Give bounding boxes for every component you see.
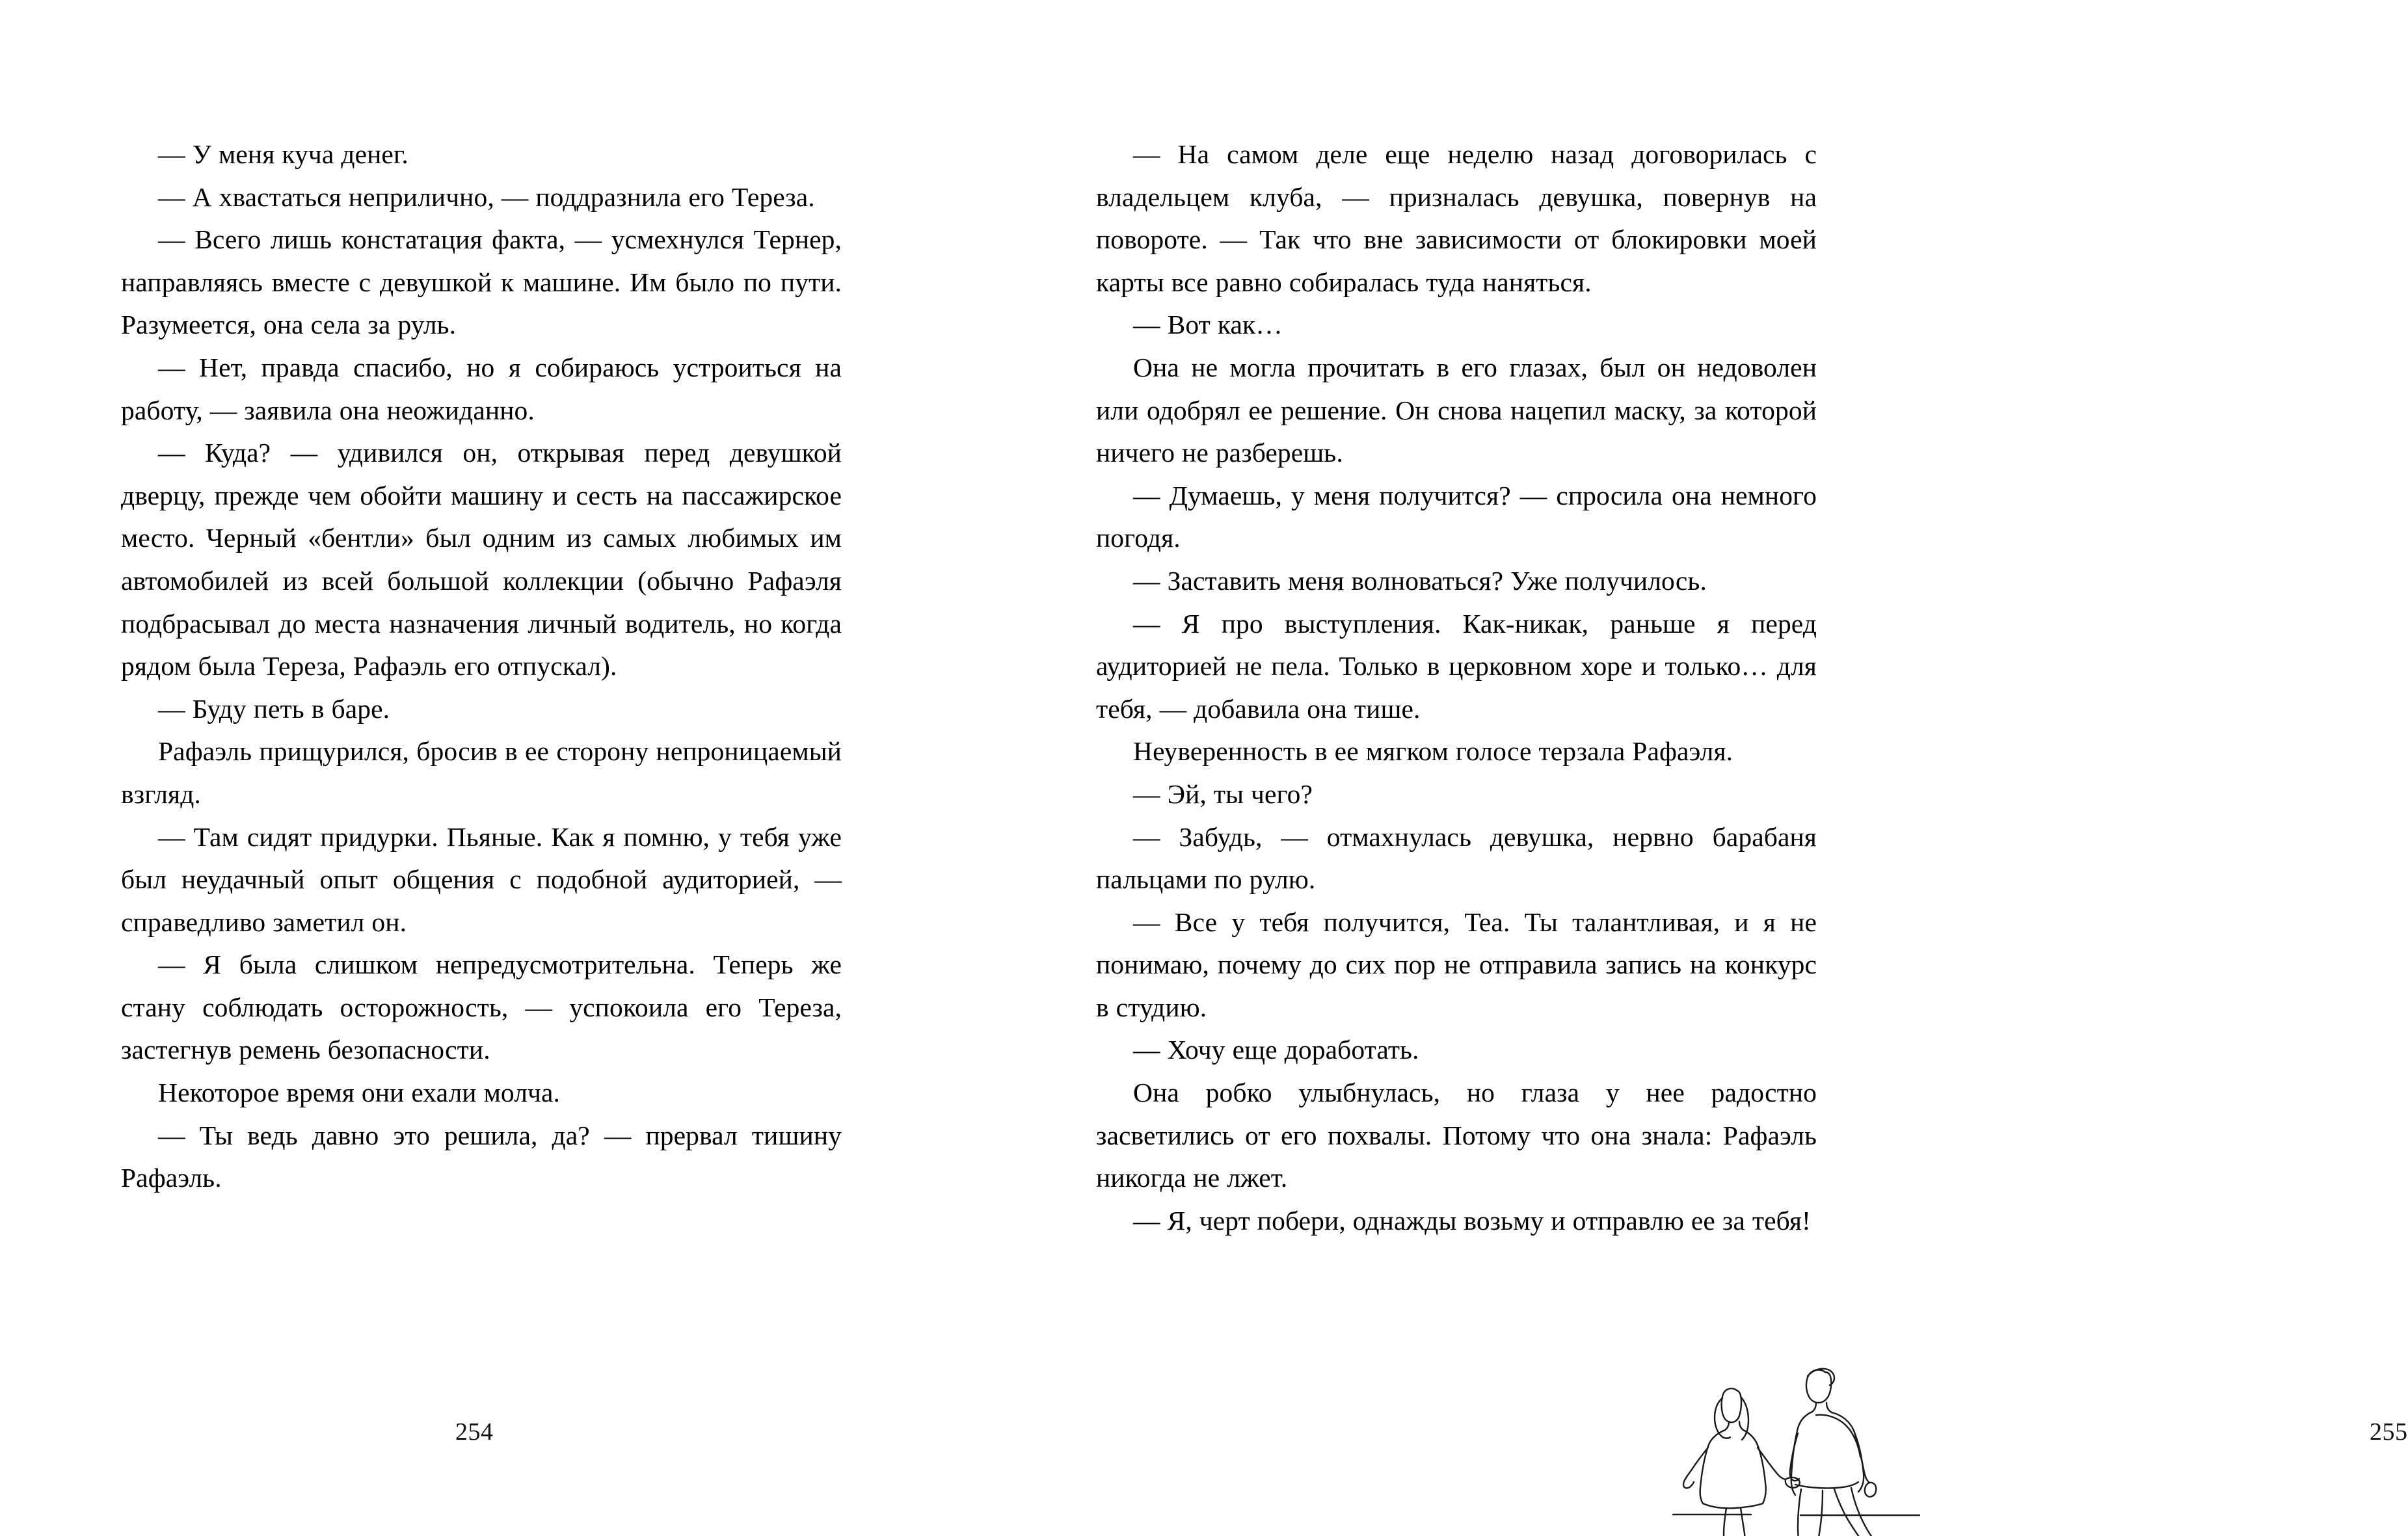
- paragraph: — Нет, правда спасибо, но я собираюсь устроиться на работу, — заявила она неожиданно.: [121, 352, 842, 425]
- right-page-textblock: [1096, 133, 1817, 1242]
- paragraph: — Хочу еще доработать.: [1133, 1035, 1419, 1065]
- paragraph: — Эй, ты чего?: [1133, 778, 1313, 809]
- paragraph: — Я была слишком непредусмотрительна. Теперь же стану соблюдать осторожность, — успокоила его Тереза, застегнув ремень безопасности.: [121, 949, 842, 1065]
- paragraph: — Ты ведь давно это решила, да? — прервал тишину Рафаэль.: [121, 1120, 842, 1193]
- page-number-left: 254: [455, 1418, 494, 1446]
- paragraph: — У меня куча денег.: [158, 139, 408, 169]
- paragraph: Она не могла прочитать в его глазах, был он недоволен или одобрял ее решение. Он снова нацепил маску, за которой ничего не разберешь.: [1096, 352, 1817, 468]
- paragraph: Она робко улыбнулась, но глаза у нее радостно засветились от его похвалы. Потому что она знала: Рафаэль никогда не лжет.: [1096, 1078, 1817, 1193]
- paragraph: — На самом деле еще неделю назад договорилась с владельцем клуба, — призналась девушка, повернув на повороте. — Так что вне зависимости от блокировки моей карты все равно собиралась туда наняться.: [1096, 139, 1817, 297]
- paragraph: — А хвастаться неприлично, — поддразнила его Тереза.: [158, 181, 815, 212]
- paragraph: Некоторое время они ехали молча.: [158, 1078, 561, 1108]
- paragraph: — Вот как…: [1133, 310, 1283, 340]
- paragraph: — Я про выступления. Как-никак, раньше я перед аудиторией не пела. Только в церковном хоре и только… для тебя, — добавила она тише.: [1096, 608, 1817, 724]
- page-number-right: 255: [2370, 1418, 2408, 1446]
- paragraph: — Заставить меня волноваться? Уже получилось.: [1133, 565, 1707, 596]
- paragraph: — Буду петь в баре.: [158, 693, 390, 724]
- paragraph: Неуверенность в ее мягком голосе терзала Рафаэля.: [1133, 736, 1733, 767]
- paragraph: — Куда? — удивился он, открывая перед девушкой дверцу, прежде чем обойти машину и сесть на пассажирское место. Черный «бентли» был одним из самых любимых им автомобилей из всей большой коллекции (обычно Рафаэля подбрасывал до места назначения личный водитель, но когда рядом была Тереза, Рафаэль его отпускал).: [121, 438, 842, 682]
- left-page-textblock: [121, 133, 842, 1200]
- right-page: [961, 0, 2408, 1536]
- paragraph: — Всего лишь констатация факта, — усмехнулся Тернер, направляясь вместе с девушкой к машине. Им было по пути. Разумеется, она села за руль.: [121, 224, 842, 340]
- left-page: [0, 0, 960, 1536]
- paragraph: — Забудь, — отмахнулась девушка, нервно барабаня пальцами по рулю.: [1096, 821, 1817, 895]
- paragraph: — Думаешь, у меня получится? — спросила она немного погодя.: [1096, 480, 1817, 553]
- paragraph: Рафаэль прищурился, бросив в ее сторону непроницаемый взгляд.: [121, 736, 842, 809]
- paragraph: — Все у тебя получится, Tea. Ты талантливая, и я не понимаю, почему до сих пор не отправила запись на конкурс в студию.: [1096, 907, 1817, 1022]
- paragraph: — Я, черт побери, однажды возьму и отправлю ее за тебя!: [1133, 1205, 1811, 1236]
- paragraph: — Там сидят придурки. Пьяные. Как я помню, у тебя уже был неудачный опыт общения с подобной аудиторией, — справедливо заметил он.: [121, 821, 842, 937]
